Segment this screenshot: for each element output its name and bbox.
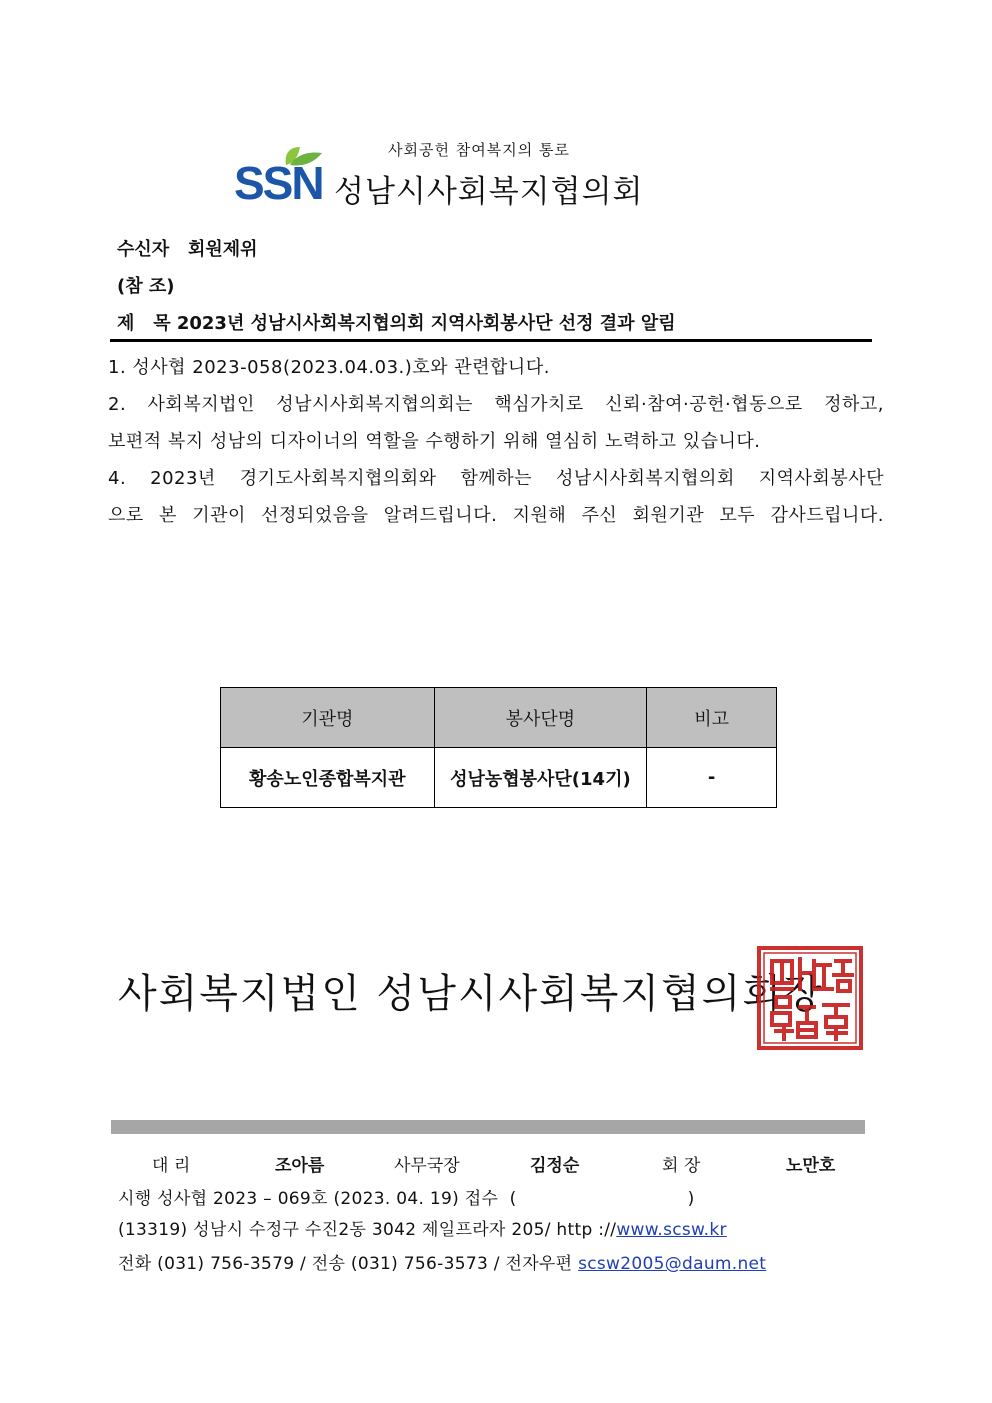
header-volunteer-group: 봉사단명 (434, 688, 647, 748)
reference-label: (참 조) (117, 276, 175, 297)
secretary-label: 사무국장 (394, 1156, 460, 1176)
contact-line (118, 1249, 766, 1274)
reference-line (117, 272, 175, 298)
cell-institution: 황송노인종합복지관 (221, 748, 435, 808)
paragraph-1: 1. 성사협 2023-058(2023.04.03.)호와 관련합니다. (108, 357, 550, 378)
header-divider (110, 339, 872, 342)
body-text (108, 349, 884, 534)
president-name: 노만호 (786, 1156, 836, 1176)
subject-line (117, 309, 676, 335)
ssn-logo (234, 143, 326, 205)
footer-divider-bar (111, 1120, 865, 1134)
issuer-title: 사회복지법인 성남시사회복지협의회장 (118, 971, 824, 1017)
header-remarks: 비고 (647, 688, 777, 748)
recipient-line (117, 235, 258, 261)
selection-result-table (220, 687, 777, 808)
agent-label: 대 리 (152, 1156, 191, 1176)
subject-value: 2023년 성남시사회복지협의회 지역사회봉사단 선정 결과 알림 (176, 313, 676, 334)
letterhead-slogan: 사회공헌 참여복지의 통로 (388, 141, 570, 159)
recipient-label: 수신자 (117, 239, 170, 260)
header-institution: 기관명 (221, 688, 435, 748)
website-link[interactable]: www.scsw.kr (616, 1220, 727, 1240)
enforcement-line: 시행 성사협 2023 – 069호 (2023. 04. 19) 접수 ( ) (118, 1189, 695, 1209)
subject-label: 제 목 (117, 313, 171, 334)
address-line (118, 1215, 727, 1240)
email-link[interactable]: scsw2005@daum.net (578, 1254, 767, 1274)
paragraph-3-line-1: 4. 2023년 경기도사회복지협의회와 함께하는 성남시사회복지협의회 지역사회봉사단 (108, 468, 884, 489)
president-label: 회 장 (662, 1156, 701, 1176)
contact-text: 전화 (031) 756-3579 / 전송 (031) 756-3573 / 전자우편 (118, 1254, 579, 1274)
org-name: 성남시사회복지협의회 (334, 174, 644, 210)
address-text: (13319) 성남시 수정구 수진2동 3042 제일프라자 205/ http :// (118, 1220, 617, 1240)
paragraph-2-line-1: 2. 사회복지법인 성남시사회복지협의회는 핵심가치로 신뢰·참여·공헌·협동으로 정하고, (108, 394, 884, 415)
cell-remarks: - (647, 748, 777, 808)
recipient-value: 회원제위 (187, 239, 258, 260)
table-row (221, 748, 777, 808)
logo-text: SSN (234, 157, 323, 205)
paragraph-2-line-2: 보편적 복지 성남의 디자이너의 역할을 수행하기 위해 열심히 노력하고 있습니다. (108, 431, 761, 452)
agent-name: 조아름 (275, 1156, 325, 1176)
table-header-row (221, 688, 777, 748)
official-seal-icon (756, 945, 864, 1051)
paragraph-3-line-2: 으로 본 기관이 선정되었음을 알려드립니다. 지원해 주신 회원기관 모두 감사드립니다. (108, 505, 884, 526)
cell-volunteer-group: 성남농협봉사단(14기) (434, 748, 647, 808)
secretary-name: 김정순 (530, 1156, 580, 1176)
